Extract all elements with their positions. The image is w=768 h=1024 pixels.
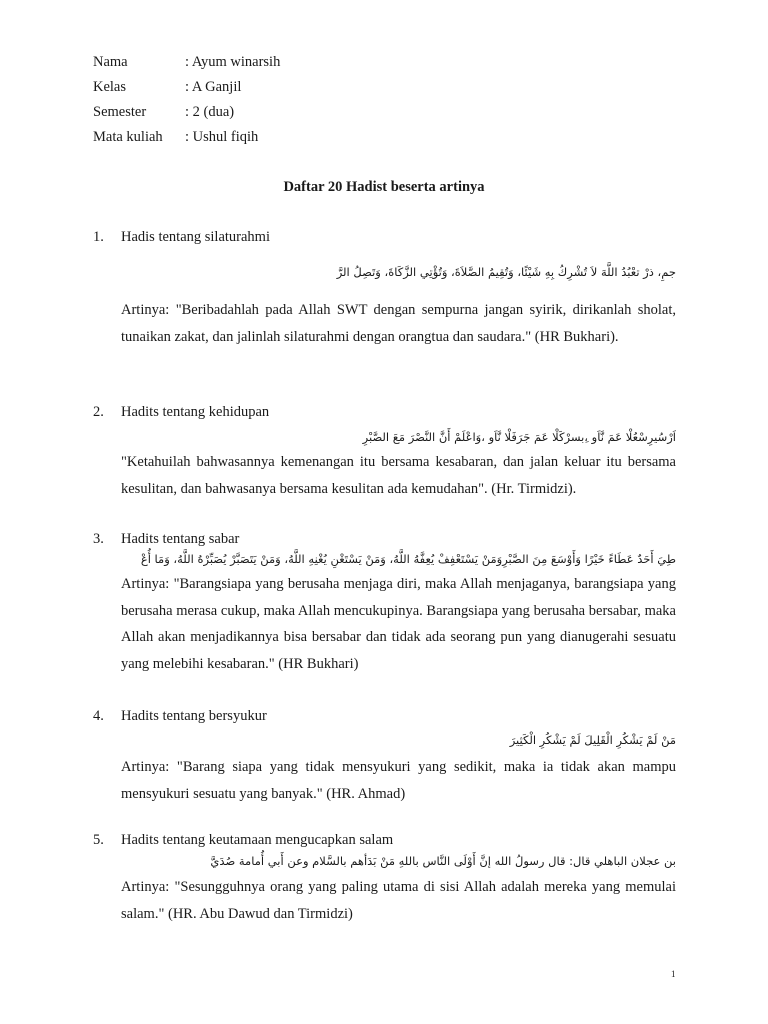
info-key: Mata kuliah bbox=[93, 129, 163, 145]
translation-text: Artinya: "Beribadahlah pada Allah SWT dengan sempurna jangan syirik, dirikanlah sholat, tunaikan zakat, dan jalinlah silaturahmi dengan orangtua dan saudara." (HR Bukhari). bbox=[121, 302, 676, 345]
item-heading: Hadits tentang keutamaan mengucapkan salam bbox=[121, 832, 394, 848]
translation-text: Artinya: "Sesungguhnya orang yang paling utama di sisi Allah adalah mereka yang memulai salam." (HR. Abu Dawud dan Tirmidzi) bbox=[121, 879, 676, 922]
item-heading: Hadits tentang kehidupan bbox=[121, 404, 270, 420]
info-value: : Ushul fiqih bbox=[185, 129, 259, 145]
arabic-text: بن عجلان الباهلي قال: قال رسولُ الله إنَّ أَوْلَى النَّاس باللهِ مَنْ بَدَأهم بالسَّلام وعن أَبي أُمامة صُدَيَّ bbox=[210, 854, 676, 868]
item-number: 1. bbox=[93, 229, 104, 245]
translation-text: Artinya: "Barangsiapa yang berusaha menjaga diri, maka Allah menjaganya, barangsiapa yang berusaha merasa cukup, maka Allah mencukupinya. Barangsiapa yang berusaha bersabar, maka Allah akan menjadikannya bisa bersabar dan tidak ada seorang pun yang dianugerahi sesuatu yang melebihi kesabaran." (HR Bukhari) bbox=[121, 576, 676, 672]
item-number: 2. bbox=[93, 404, 104, 420]
item-heading: Hadis tentang silaturahmi bbox=[121, 229, 270, 245]
arabic-text: مَنْ لَمْ يَشْكُرِ الْقَلِيلَ لَمْ يَشْكُرِ الْكَثِيرَ bbox=[509, 733, 676, 747]
arabic-text: اَرْسُيرِسْعُلْا عَمَ نَّاَو ،ِبسرْكَلْا عَمَ جَرَفَلْا نَّاَو ،وَاعْلَمْ أَنَّ النَّصْرَ مَعَ الصَّبْرِ bbox=[362, 430, 676, 444]
item-number: 5. bbox=[93, 832, 104, 848]
item-heading: Hadits tentang sabar bbox=[121, 531, 240, 547]
translation-text: Artinya: "Barang siapa yang tidak mensyukuri yang sedikit, maka ia tidak akan mampu mensyukuri sesuatu yang banyak." (HR. Ahmad) bbox=[121, 759, 676, 802]
item-number: 3. bbox=[93, 531, 104, 547]
info-value: : A Ganjil bbox=[185, 79, 242, 95]
info-key: Semester bbox=[93, 104, 147, 120]
arabic-text: جمِ، ذرْ تعْبُدُ اللَّهَ لاَ تُشْرِكُ بِهِ شَيْئًا، وَتُقِيمُ الصَّلاَةَ، وَتُؤْتِي الزَّكَاةَ، وَتَصِلُ الرَّ bbox=[336, 265, 676, 279]
translation-text: "Ketahuilah bahwasannya kemenangan itu bersama kesabaran, dan jalan keluar itu bersama kesulitan, dan bahwasanya bersama kesulitan ada kemudahan". (Hr. Tirmidzi). bbox=[121, 454, 676, 497]
info-key: Kelas bbox=[93, 79, 127, 95]
item-heading: Hadits tentang bersyukur bbox=[121, 708, 267, 724]
info-value: : 2 (dua) bbox=[185, 104, 235, 120]
arabic-text: طِيَ أَحَدٌ عَطَاءً خَيْرًا وَأَوْسَعَ مِنَ الصَّبْرِوَمَنْ يَسْتَعْفِفْ يُعِفَّهُ اللَّهُ، وَمَنْ يَسْتَغْنِ يُغْنِهِ اللَّهُ، وَمَنْ يَتَصَبَّرْ يُصَبِّرْهُ اللَّهُ، وَمَا أُعْ bbox=[140, 552, 676, 566]
document-title: Daftar 20 Hadist beserta artinya bbox=[283, 179, 485, 195]
page-number: 1 bbox=[671, 969, 676, 979]
info-value: : Ayum winarsih bbox=[185, 54, 281, 70]
item-number: 4. bbox=[93, 708, 104, 724]
info-key: Nama bbox=[93, 54, 128, 70]
